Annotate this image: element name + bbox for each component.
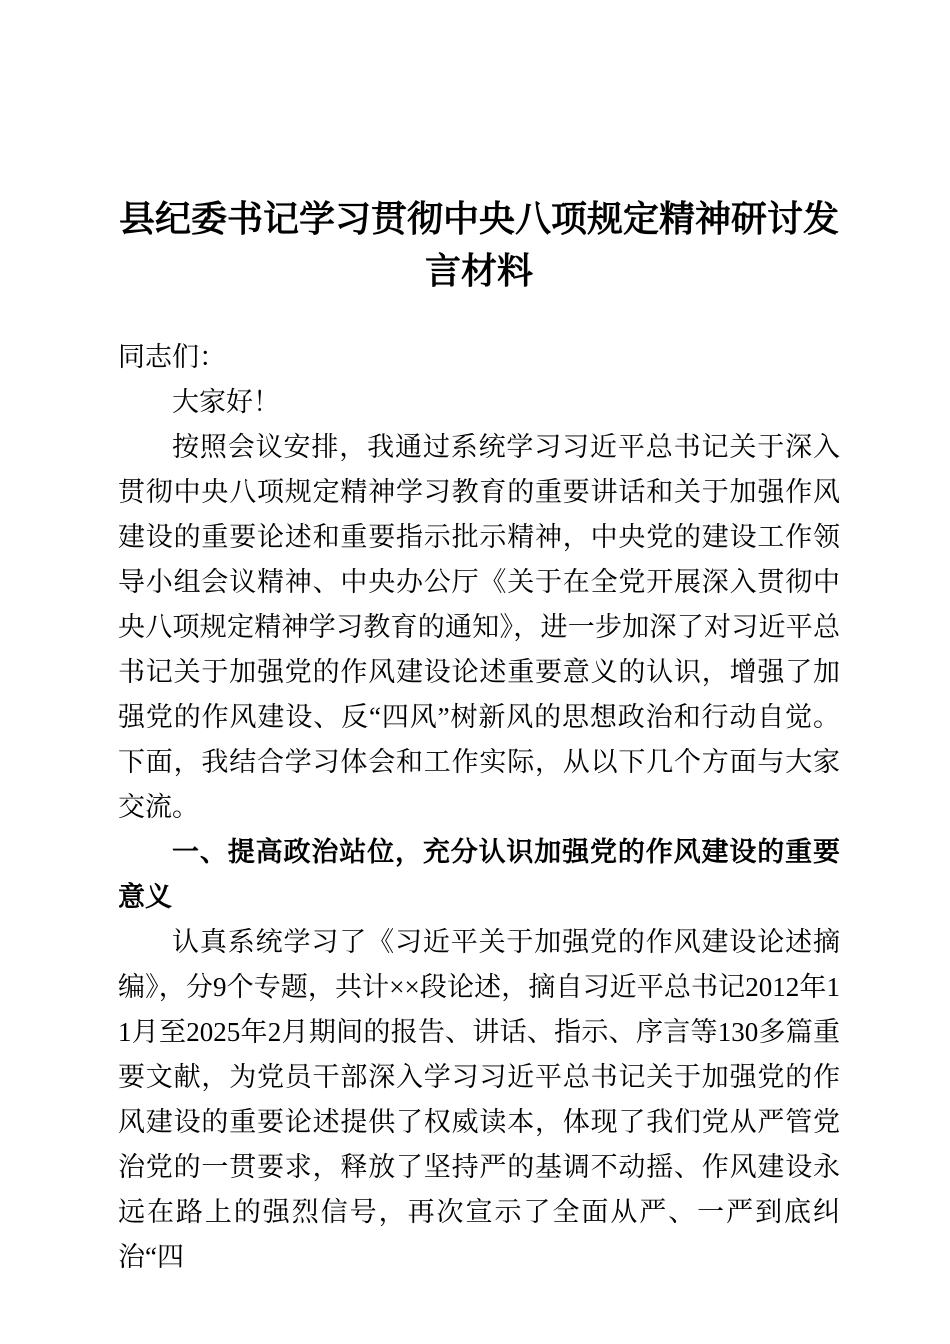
section-heading-1: 一、提高政治站位，充分认识加强党的作风建设的重要意义	[118, 837, 840, 912]
greeting-paragraph: 大家好！	[172, 387, 280, 417]
salutation-paragraph: 同志们：	[118, 342, 226, 372]
section-1-paragraph: 认真系统学习了《习近平关于加强党的作风建设论述摘编》，分9个专题，共计××段论述，摘自习近平总书记2012年11月至2025年2月期间的报告、讲话、指示、序言等130多篇重要文献，为党员干部深入学习习近平总书记关于加强党的作风建设的重要论述提供了权威读本，体现了我们党从严管党治党的一贯要求，释放了坚持严的基调不动摇、作风建设永远在路上的强烈信号，再次宣示了全面从严、一严到底纠治“四	[118, 927, 840, 1272]
intro-paragraph: 按照会议安排，我通过系统学习习近平总书记关于深入贯彻中央八项规定精神学习教育的重要讲话和关于加强作风建设的重要论述和重要指示批示精神，中央党的建设工作领导小组会议精神、中央办公厅《关于在全党开展深入贯彻中央八项规定精神学习教育的通知》，进一步加深了对习近平总书记关于加强党的作风建设论述重要意义的认识，增强了加强党的作风建设、反“四风”树新风的思想政治和行动自觉。下面，我结合学习体会和工作实际，从以下几个方面与大家交流。	[118, 432, 840, 822]
document-title: 县纪委书记学习贯彻中央八项规定精神研讨发言材料	[118, 199, 839, 291]
document-body	[118, 335, 840, 1280]
